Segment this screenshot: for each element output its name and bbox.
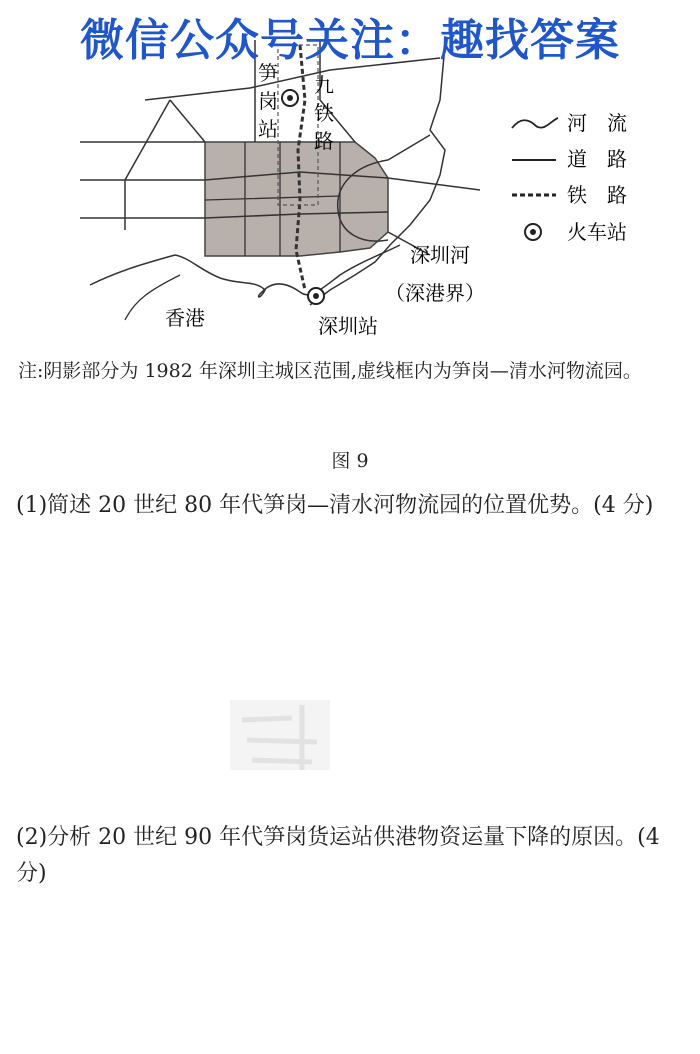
watermark-text: 微信公众号关注：趣找答案 [80,15,620,66]
shenzhen-river-label: 深圳河 [410,243,470,267]
station-label-char-3: 站 [258,117,278,141]
railway-label-char-2: 铁 [314,101,334,125]
railway-label-char-1: 九 [314,73,334,97]
legend [512,111,627,244]
legend-label-station: 火车站 [567,220,627,244]
legend-label-road: 道 路 [567,147,627,171]
question-1: (1)简述 20 世纪 80 年代笋岗—清水河物流园的位置优势。(4 分) [16,493,654,518]
figure-caption: 图 9 [331,450,369,472]
station-icon [282,90,298,106]
river-icon [512,118,558,128]
station-icon [308,288,324,304]
railway-label-char-3: 路 [314,129,334,153]
shenzhen-map [0,40,700,350]
faint-smudge [222,690,340,782]
east-road [388,135,430,255]
map-note: 注:阴影部分为 1982 年深圳主城区范围,虚线框内为笋岗—清水河物流园。 [18,360,642,382]
border-label: （深港界） [385,281,485,305]
station-icon [525,224,541,240]
road-diag [125,100,170,230]
station-label-char-2: 岗 [258,89,278,113]
hong-kong-label: 香港 [165,306,205,330]
question-2: (2)分析 20 世纪 90 年代笋岗货运站供港物资运量下降的原因。(4 分) [16,825,660,886]
shenzhen-station-label: 深圳站 [318,314,378,338]
station-label-char-1: 笋 [258,61,278,85]
legend-label-river: 河 流 [567,111,627,135]
legend-label-railway: 铁 路 [567,183,627,207]
